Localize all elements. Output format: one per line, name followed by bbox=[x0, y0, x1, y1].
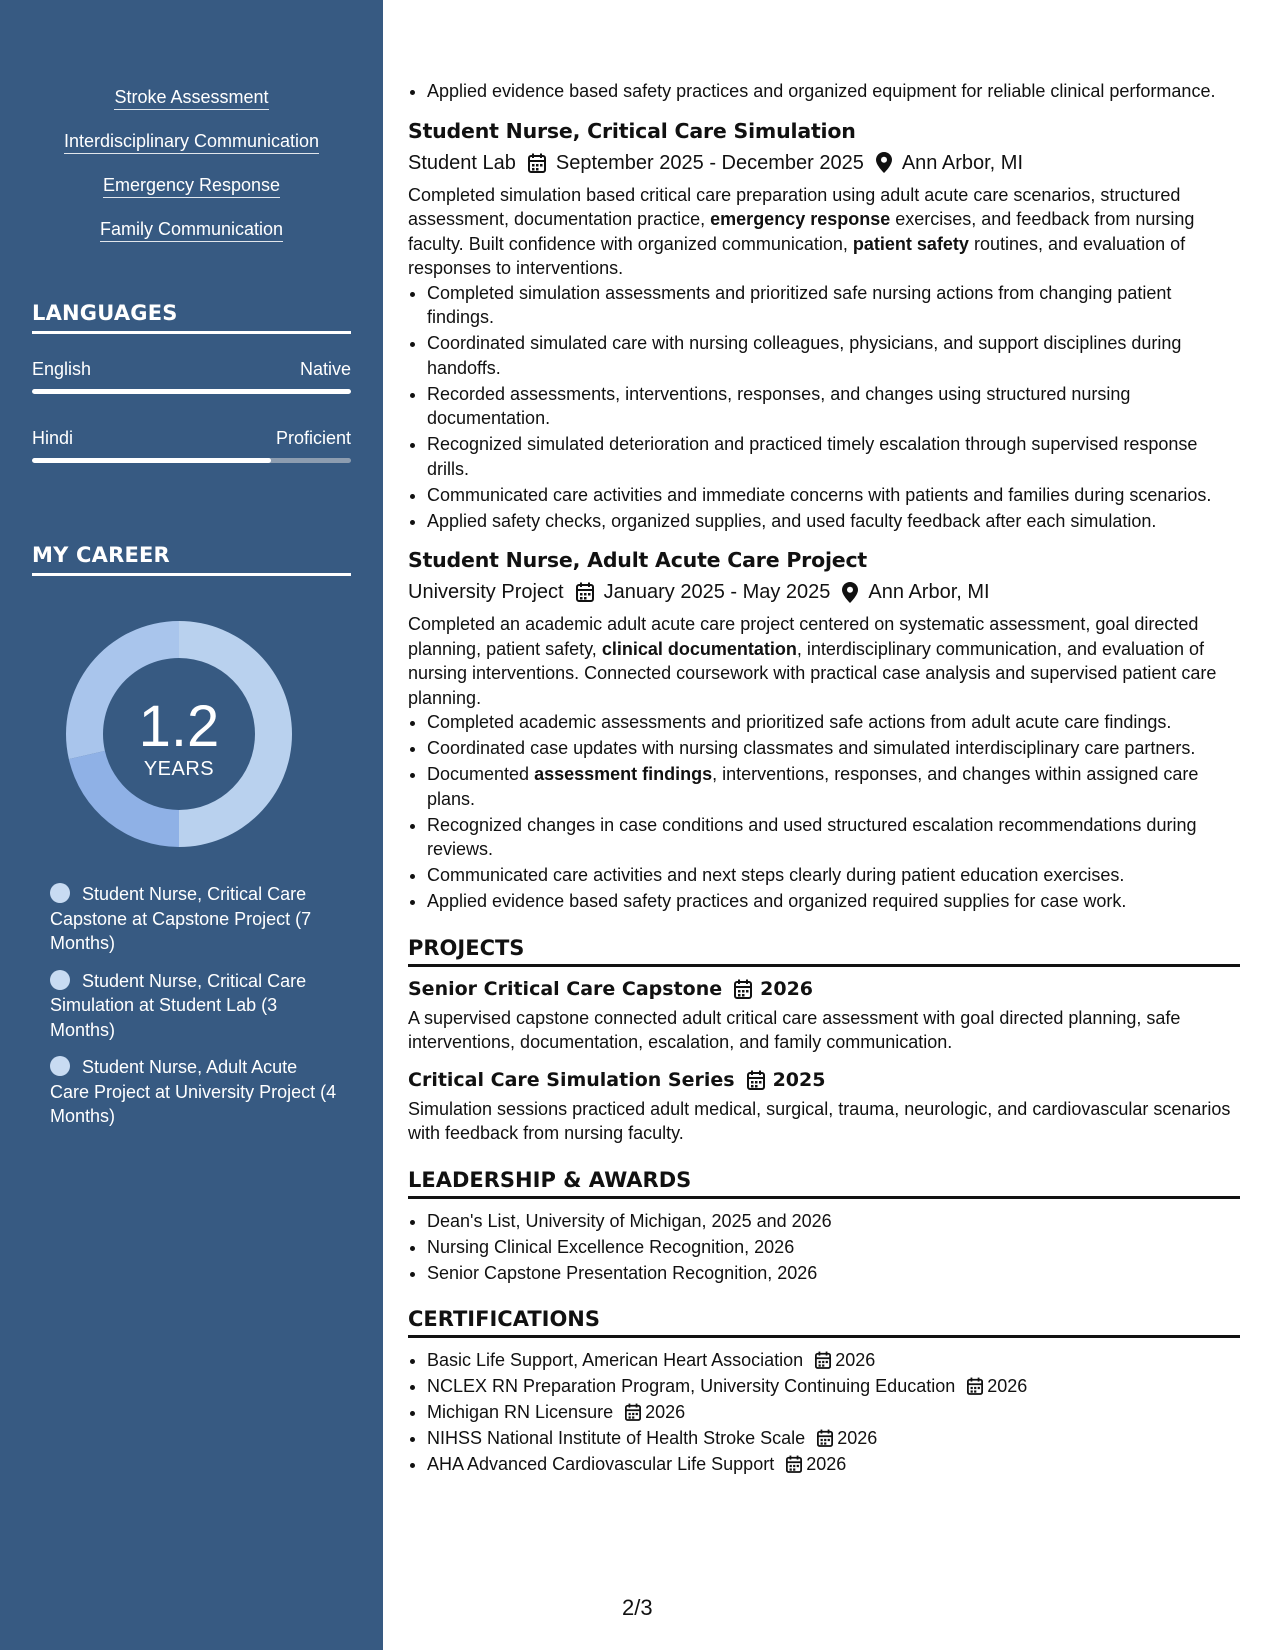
skill-item: Interdisciplinary Communication bbox=[64, 130, 319, 154]
location-pin-icon bbox=[842, 582, 858, 603]
job-dates: January 2025 - May 2025 bbox=[603, 581, 831, 603]
career-item-label: Student Nurse, Critical Care Capstone at Capstone Project (7 Months) bbox=[50, 884, 312, 953]
list-item: • Communicated care activities and next steps clearly during patient education exercises. bbox=[427, 863, 1240, 888]
job-dates: September 2025 - December 2025 bbox=[555, 151, 864, 174]
skills-list bbox=[0, 86, 383, 262]
list-item: • Nursing Clinical Excellence Recognition, 2026 bbox=[427, 1235, 1240, 1260]
list-item: • Recognized changes in case conditions and used structured escalation recommendations during reviews. bbox=[427, 813, 1240, 862]
job-location: Ann Arbor, MI bbox=[868, 581, 990, 603]
job-meta bbox=[408, 579, 1240, 605]
desc-text: Completed an academic adult acute care project centered on systematic assessment, goal directed planning, patient safety, bbox=[408, 614, 1199, 659]
job-bullets bbox=[408, 710, 1240, 914]
desc-text: Completed simulation based critical care preparation using adult acute care scenarios, structured assessment, documentation practice, bbox=[408, 184, 1181, 229]
language-name: English bbox=[32, 359, 92, 379]
cert-name: Basic Life Support, American Heart Association bbox=[427, 1350, 804, 1370]
awards-list bbox=[408, 1209, 1240, 1286]
career-heading: MY CAREER bbox=[32, 543, 351, 576]
list-item: • Communicated care activities and immediate concerns with patients and families during scenarios. bbox=[427, 483, 1240, 508]
skill-item: Emergency Response bbox=[103, 174, 280, 198]
bullet-dot-icon bbox=[50, 1056, 70, 1076]
project-name: Critical Care Simulation Series bbox=[408, 1068, 735, 1091]
job-title: Student Nurse, Critical Care Simulation bbox=[408, 118, 856, 143]
career-item bbox=[50, 882, 340, 956]
calendar-icon bbox=[625, 1403, 641, 1421]
career-item-label: Student Nurse, Adult Acute Care Project at University Project (4 Months) bbox=[50, 1057, 337, 1126]
calendar-icon bbox=[528, 153, 546, 173]
awards-heading: LEADERSHIP & AWARDS bbox=[408, 1167, 1240, 1199]
list-item: • Senior Capstone Presentation Recognition, 2026 bbox=[427, 1261, 1240, 1286]
list-item: • Applied evidence based safety practices and organized equipment for reliable clinical performance. bbox=[427, 79, 1240, 104]
language-name: Hindi bbox=[32, 428, 74, 448]
career-total-unit: YEARS bbox=[143, 758, 215, 780]
list-item: • Dean's List, University of Michigan, 2025 and 2026 bbox=[427, 1209, 1240, 1234]
desc-text: routines, and evaluation of responses to interventions. bbox=[408, 233, 1186, 278]
desc-bold-text: patient safety bbox=[852, 233, 969, 254]
job-bullets bbox=[408, 281, 1240, 534]
job-location: Ann Arbor, MI bbox=[901, 151, 1024, 174]
list-item bbox=[427, 1374, 1240, 1399]
calendar-icon bbox=[786, 1455, 802, 1473]
language-row bbox=[32, 428, 351, 449]
cert-name: Michigan RN Licensure bbox=[427, 1402, 614, 1422]
list-item: • Coordinated simulated care with nursing colleagues, physicians, and support disciplines during handoffs. bbox=[427, 331, 1240, 380]
list-item: • Coordinated case updates with nursing classmates and simulated interdisciplinary care partners. bbox=[427, 736, 1240, 761]
job-entry bbox=[408, 547, 1240, 914]
projects-heading: PROJECTS bbox=[408, 935, 1240, 967]
project-name: Senior Critical Care Capstone bbox=[408, 977, 723, 1000]
language-row bbox=[32, 359, 351, 380]
cert-name: NCLEX RN Preparation Program, University Continuing Education bbox=[427, 1376, 956, 1396]
cert-year: 2026 bbox=[837, 1428, 878, 1448]
calendar-icon bbox=[734, 979, 752, 999]
career-donut bbox=[66, 621, 292, 847]
list-item: • Recognized simulated deterioration and practiced timely escalation through supervised response drills. bbox=[427, 432, 1240, 481]
list-item: • Completed simulation assessments and prioritized safe nursing actions from changing patient findings. bbox=[427, 281, 1240, 330]
project-title bbox=[408, 1068, 1240, 1092]
desc-text: exercises, and feedback from nursing faculty. Built confidence with organized communication, bbox=[408, 209, 1195, 254]
career-total bbox=[66, 621, 292, 847]
desc-text: , interdisciplinary communication, and evaluation of nursing interventions. Connected coursework with practical case analysis and supervised patient care planning. bbox=[408, 638, 1217, 708]
page-number: 2/3 bbox=[622, 1595, 653, 1620]
location-pin-icon bbox=[876, 152, 892, 173]
list-item bbox=[427, 762, 1240, 811]
calendar-icon bbox=[817, 1429, 833, 1447]
desc-bold-text: clinical documentation bbox=[601, 638, 797, 659]
career-total-value: 1.2 bbox=[138, 694, 220, 759]
list-item-text: Documented bbox=[427, 764, 535, 784]
job-description bbox=[408, 183, 1240, 281]
desc-bold-text: emergency response bbox=[710, 209, 891, 229]
job-title: Student Nurse, Adult Acute Care Project bbox=[408, 548, 868, 572]
list-item: • Completed academic assessments and prioritized safe actions from adult acute care findings. bbox=[427, 710, 1240, 735]
skill-item: Stroke Assessment bbox=[114, 86, 268, 110]
language-bar-fill bbox=[32, 458, 271, 463]
list-item: • Recorded assessments, interventions, responses, and changes using structured nursing documentation. bbox=[427, 382, 1240, 431]
career-list bbox=[50, 882, 340, 1142]
calendar-icon bbox=[815, 1351, 831, 1369]
list-item bbox=[427, 1426, 1240, 1451]
calendar-icon bbox=[576, 582, 594, 602]
language-level: Proficient bbox=[275, 428, 351, 448]
cert-year: 2026 bbox=[806, 1454, 847, 1474]
calendar-icon bbox=[967, 1377, 983, 1395]
sidebar bbox=[0, 0, 383, 1650]
cert-year: 2026 bbox=[835, 1350, 876, 1370]
languages-heading: LANGUAGES bbox=[32, 301, 351, 334]
carryover-list bbox=[408, 79, 1240, 104]
list-item-text: , interventions, responses, and changes within assigned care plans. bbox=[427, 764, 1199, 809]
job-entry bbox=[408, 118, 1240, 534]
job-org: Student Lab bbox=[408, 151, 516, 174]
language-bar-fill bbox=[32, 389, 351, 394]
list-item-bold-text: assessment findings bbox=[534, 764, 713, 784]
career-item-label: Student Nurse, Critical Care Simulation at Student Lab (3 Months) bbox=[50, 970, 307, 1040]
main-content bbox=[408, 79, 1240, 1478]
list-item: • Applied evidence based safety practices and organized required supplies for case work. bbox=[427, 889, 1240, 914]
cert-year: 2026 bbox=[645, 1402, 686, 1422]
career-item bbox=[50, 1055, 340, 1129]
calendar-icon bbox=[747, 1070, 765, 1090]
cert-year: 2026 bbox=[987, 1376, 1028, 1396]
job-org: University Project bbox=[408, 581, 564, 603]
job-description bbox=[408, 612, 1240, 710]
list-item bbox=[427, 1452, 1240, 1477]
project-year: 2026 bbox=[760, 977, 814, 1000]
language-bar bbox=[32, 458, 351, 463]
project-year: 2025 bbox=[772, 1068, 826, 1091]
project-description: A supervised capstone connected adult critical care assessment with goal directed planning, safe interventions, documentation, escalation, and family communication. bbox=[408, 1007, 1181, 1052]
certifications-list bbox=[408, 1348, 1240, 1477]
list-item bbox=[427, 1348, 1240, 1373]
cert-name: AHA Advanced Cardiovascular Life Support bbox=[427, 1454, 775, 1474]
project-description: Simulation sessions practiced adult medical, surgical, trauma, neurologic, and cardiovascular scenarios with feedback from nursing faculty. bbox=[408, 1098, 1231, 1143]
certifications-heading: CERTIFICATIONS bbox=[408, 1306, 1240, 1338]
bullet-dot-icon bbox=[50, 883, 70, 903]
career-item bbox=[50, 969, 340, 1043]
list-item: • Applied safety checks, organized supplies, and used faculty feedback after each simulation. bbox=[427, 509, 1240, 534]
job-meta bbox=[408, 150, 1240, 176]
language-level: Native bbox=[299, 359, 351, 379]
language-bar bbox=[32, 389, 351, 394]
list-item bbox=[427, 1400, 1240, 1425]
skill-item: Family Communication bbox=[100, 218, 283, 242]
project-title bbox=[408, 977, 1240, 1001]
bullet-dot-icon bbox=[50, 970, 70, 990]
cert-name: NIHSS National Institute of Health Stroke Scale bbox=[427, 1428, 806, 1448]
